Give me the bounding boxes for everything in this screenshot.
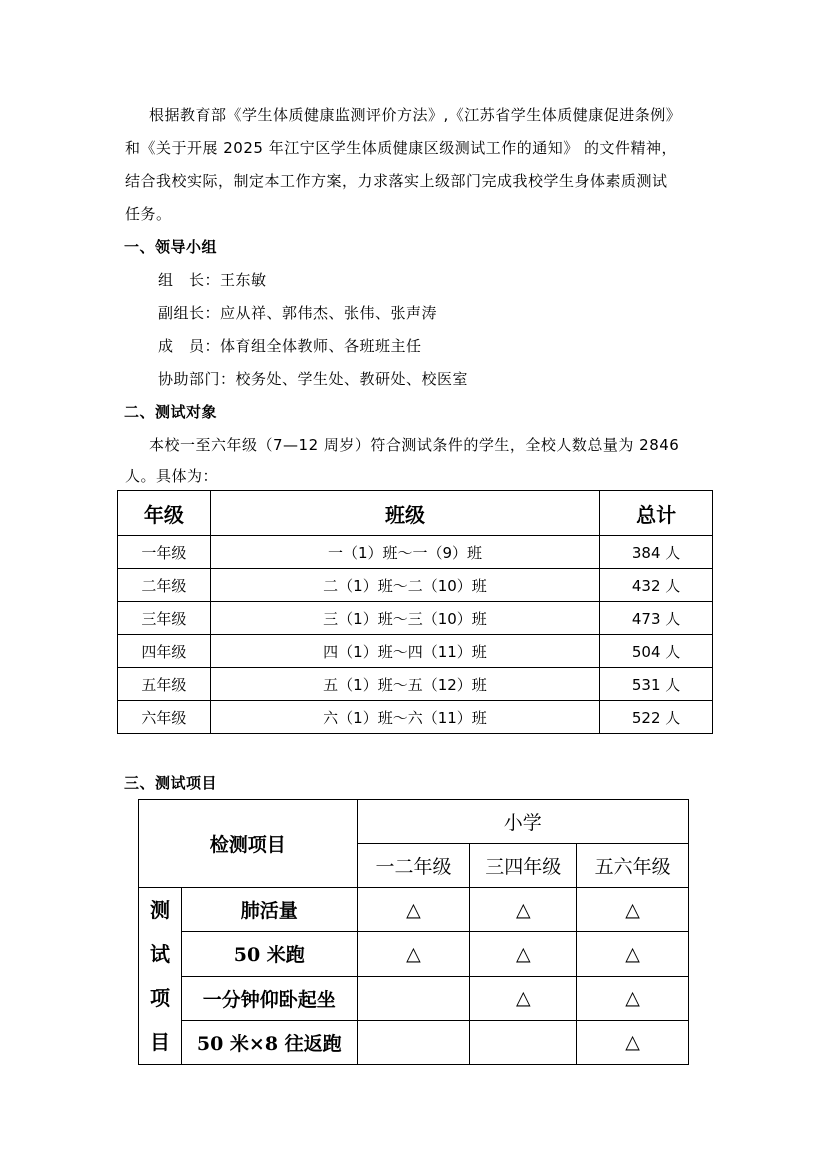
cell-item: 50 米×8 往返跑 [181, 1020, 357, 1064]
header-grade-5-6: 五六年级 [577, 844, 689, 888]
table-row [139, 888, 689, 932]
cell-grade: 二年级 [118, 569, 211, 602]
members-item: 成 员：体育组全体教师、各班班主任 [158, 337, 422, 355]
cell-class: 六（1）班～六（11）班 [210, 701, 599, 734]
side-label-char: 目 [149, 1030, 170, 1054]
cell-item: 一分钟仰卧起坐 [181, 976, 357, 1020]
header-total: 总计 [600, 491, 713, 536]
header-grade: 年级 [118, 491, 211, 536]
table-row [118, 536, 713, 569]
table-header-row [139, 800, 689, 844]
header-class: 班级 [210, 491, 599, 536]
cell-grade: 三年级 [118, 602, 211, 635]
cell-mark: △ [577, 932, 689, 976]
cell-mark: △ [470, 888, 577, 932]
cell-mark: △ [577, 888, 689, 932]
table-row [118, 668, 713, 701]
test-items-table [138, 799, 689, 1065]
cell-grade: 一年级 [118, 536, 211, 569]
side-label-char: 试 [149, 942, 170, 966]
intro-line: 根据教育部《学生体质健康监测评价方法》,《江苏省学生体质健康促进条例》 [149, 106, 682, 124]
table-row [118, 635, 713, 668]
grade-class-table [117, 490, 713, 734]
cell-class: 一（1）班～一（9）班 [210, 536, 599, 569]
cell-total: 504 人 [600, 635, 713, 668]
cell-mark: △ [470, 976, 577, 1020]
cell-grade: 六年级 [118, 701, 211, 734]
cell-mark: △ [577, 976, 689, 1020]
section-heading-test-items: 三、测试项目 [124, 774, 218, 792]
table-header-row [118, 491, 713, 536]
section-heading-leadership: 一、领导小组 [124, 238, 218, 256]
cell-mark: △ [357, 888, 470, 932]
intro-line: 结合我校实际，制定本工作方案，力求落实上级部门完成我校学生身体素质测试 [125, 172, 668, 190]
cell-mark [357, 1020, 470, 1064]
side-label-char: 测 [149, 898, 170, 922]
header-test-item: 检测项目 [139, 800, 358, 888]
section-heading-test-subjects: 二、测试对象 [124, 403, 218, 421]
side-label-char: 项 [149, 986, 170, 1010]
table-row [139, 1020, 689, 1064]
subjects-line: 人。具体为： [125, 467, 219, 485]
subjects-line: 本校一至六年级（7—12 周岁）符合测试条件的学生，全校人数总量为 2846 [149, 436, 680, 454]
cell-total: 522 人 [600, 701, 713, 734]
cell-grade: 四年级 [118, 635, 211, 668]
table-row [139, 932, 689, 976]
assist-depts-item: 协助部门：校务处、学生处、教研处、校医室 [158, 370, 469, 388]
deputy-leader-item: 副组长：应从祥、郭伟杰、张伟、张声涛 [158, 304, 438, 322]
header-grade-3-4: 三四年级 [470, 844, 577, 888]
cell-class: 二（1）班～二（10）班 [210, 569, 599, 602]
cell-class: 四（1）班～四（11）班 [210, 635, 599, 668]
cell-mark [357, 976, 470, 1020]
table-row [139, 976, 689, 1020]
cell-total: 384 人 [600, 536, 713, 569]
cell-item: 肺活量 [181, 888, 357, 932]
cell-class: 五（1）班～五（12）班 [210, 668, 599, 701]
cell-total: 432 人 [600, 569, 713, 602]
leader-item: 组 长：王东敏 [158, 271, 267, 289]
table-row [118, 602, 713, 635]
table-row [118, 569, 713, 602]
cell-class: 三（1）班～三（10）班 [210, 602, 599, 635]
header-primary-school: 小学 [357, 800, 688, 844]
cell-mark: △ [357, 932, 470, 976]
table-row [118, 701, 713, 734]
cell-total: 531 人 [600, 668, 713, 701]
header-grade-1-2: 一二年级 [357, 844, 470, 888]
cell-mark: △ [470, 932, 577, 976]
cell-mark: △ [577, 1020, 689, 1064]
intro-line: 和《关于开展 2025 年江宁区学生体质健康区级测试工作的通知》 的文件精神， [125, 139, 677, 157]
intro-line: 任务。 [125, 205, 172, 223]
cell-grade: 五年级 [118, 668, 211, 701]
side-label [139, 888, 182, 1065]
cell-item: 50 米跑 [181, 932, 357, 976]
cell-total: 473 人 [600, 602, 713, 635]
cell-mark [470, 1020, 577, 1064]
